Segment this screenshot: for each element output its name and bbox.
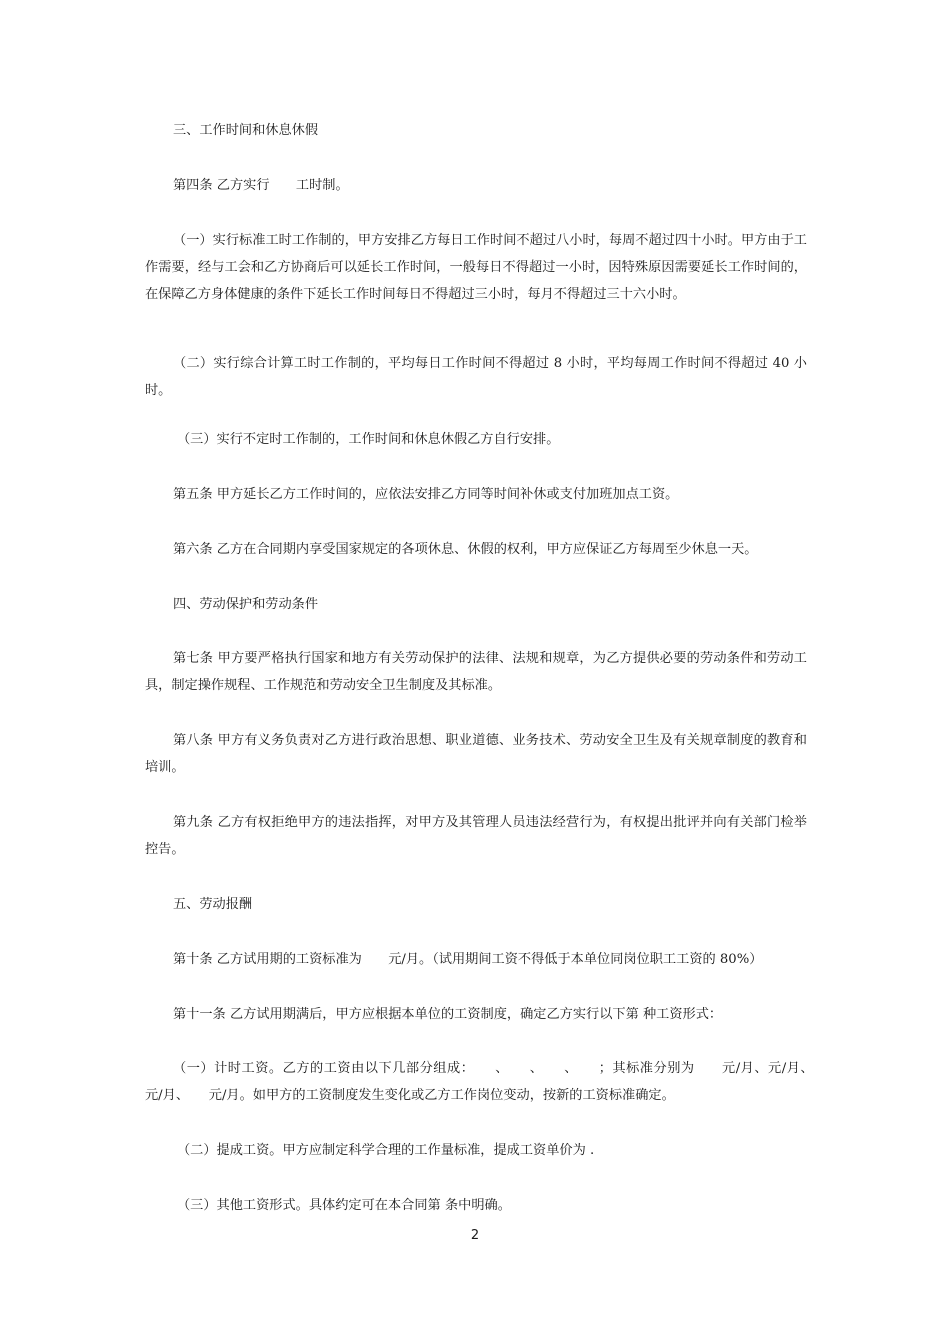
page-number: 2 bbox=[470, 1228, 480, 1243]
clause-time-wage: （一）计时工资。乙方的工资由以下几部分组成： 、 、 、 ；其标准分别为 元/月、元/月、 元/月、 元/月。如甲方的工资制度发生变化或乙方工作岗位变动，按新的工资标准确定。 bbox=[145, 1061, 834, 1103]
clause-other-wage: （三）其他工资形式。具体约定可在本合同第 条中明确。 bbox=[177, 1198, 511, 1213]
article-10: 第十条 乙方试用期的工资标准为 元/月。（试用期间工资不得低于本单位同岗位职工工资的 80%） bbox=[173, 952, 763, 967]
article-4: 第四条 乙方实行 工时制。 bbox=[173, 178, 349, 193]
article-5: 第五条 甲方延长乙方工作时间的，应依法安排乙方同等时间补休或支付加班加点工资。 bbox=[173, 487, 679, 502]
section-heading-remuneration: 五、劳动报酬 bbox=[173, 897, 253, 912]
clause-standard-hours: （一）实行标准工时工作制的，甲方安排乙方每日工作时间不超过八小时，每周不超过四十小时。甲方由于工作需要，经与工会和乙方协商后可以延长工作时间，一般每日不得超过一小时，因特殊原因需要延长工作时间的，在保障乙方身体健康的条件下延长工作时间每日不得超过三小时，每月不得超过三十六小时。 bbox=[145, 233, 807, 302]
article-8: 第八条 甲方有义务负责对乙方进行政治思想、职业道德、业务技术、劳动安全卫生及有关规章制度的教育和培训。 bbox=[145, 733, 807, 775]
clause-commission-wage: （二）提成工资。甲方应制定科学合理的工作量标准，提成工资单价为 . bbox=[177, 1143, 595, 1158]
article-7: 第七条 甲方要严格执行国家和地方有关劳动保护的法律、法规和规章，为乙方提供必要的劳动条件和劳动工具，制定操作规程、工作规范和劳动安全卫生制度及其标准。 bbox=[145, 651, 807, 693]
clause-comprehensive-hours: （二）实行综合计算工时工作制的，平均每日工作时间不得超过 8 小时，平均每周工作时间不得超过 40 小时。 bbox=[145, 356, 807, 398]
article-9: 第九条 乙方有权拒绝甲方的违法指挥，对甲方及其管理人员违法经营行为，有权提出批评并向有关部门检举控告。 bbox=[145, 815, 807, 857]
article-6: 第六条 乙方在合同期内享受国家规定的各项休息、休假的权利，甲方应保证乙方每周至少休息一天。 bbox=[173, 542, 758, 557]
article-11: 第十一条 乙方试用期满后，甲方应根据本单位的工资制度，确定乙方实行以下第 种工资形式： bbox=[173, 1007, 723, 1022]
section-heading-work-hours: 三、工作时间和休息休假 bbox=[173, 123, 319, 138]
clause-flexible-hours: （三）实行不定时工作制的，工作时间和休息休假乙方自行安排。 bbox=[177, 432, 560, 447]
section-heading-labor-protection: 四、劳动保护和劳动条件 bbox=[173, 597, 319, 612]
